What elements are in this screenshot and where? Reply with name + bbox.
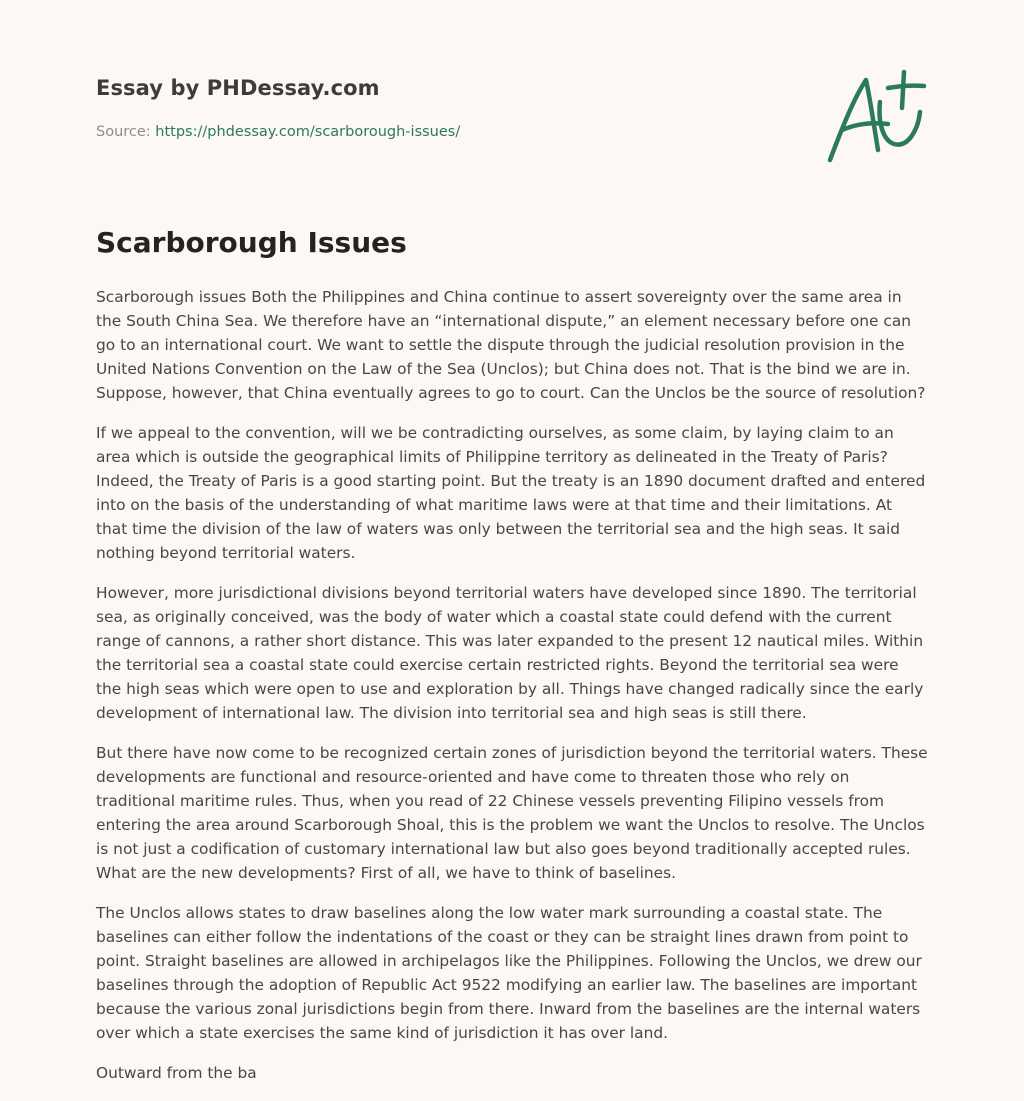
essay-paragraph: If we appeal to the convention, will we be contradicting ourselves, as some claim, by laying claim to an area which is outside the geographical limits of Philippine territory as delineated in the Treaty of Paris? Indeed, the Treaty of Paris is a good starting point. But the treaty is an 1890 document drafted and entered into on the basis of the understanding of what maritime laws were at that time and their limitations. At that time the division of the law of waters was only between the territorial sea and the high seas. It said nothing beyond territorial waters.	[96, 424, 926, 562]
source-line	[96, 124, 460, 140]
essay-title: Scarborough Issues	[96, 226, 407, 259]
essay-paragraph: The Unclos allows states to draw baselines along the low water mark surrounding a coastal state. The baselines can either follow the indentations of the coast or they can be straight lines drawn from point to point. Straight baselines are allowed in archipelagos like the Philippines. Following the Unclos, we drew our baselines through the adoption of Republic Act 9522 modifying an earlier law. The baselines are important because the various zonal jurisdictions begin from there. Inward from the baselines are the internal waters over which a state exercises the same kind of jurisdiction it has over land.	[96, 904, 922, 1042]
a-plus-icon	[822, 68, 932, 168]
essay-paragraph: Outward from the ba	[96, 1064, 257, 1082]
source-link[interactable]: https://phdessay.com/scarborough-issues/	[155, 124, 461, 140]
essay-paragraph: But there have now come to be recognized certain zones of jurisdiction beyond the territorial waters. These developments are functional and resource-oriented and have come to threaten those who rely on traditional maritime rules. Thus, when you read of 22 Chinese vessels preventing Filipino vessels from entering the area around Scarborough Shoal, this is the problem we want the Unclos to resolve. The Unclos is not just a codification of customary international law but also goes beyond traditionally accepted rules. What are the new developments? First of all, we have to think of baselines.	[96, 744, 928, 882]
essay-body	[96, 285, 928, 1101]
essay-paragraph: Scarborough issues Both the Philippines and China continue to assert sovereignty over the same area in the South China Sea. We therefore have an “international dispute,” an element necessary before one can go to an international court. We want to settle the dispute through the judicial resolution provision in the United Nations Convention on the Law of the Sea (Unclos); but China does not. That is the bind we are in. Suppose, however, that China eventually agrees to go to court. Can the Unclos be the source of resolution?	[96, 288, 926, 402]
brand-title: Essay by PHDessay.com	[96, 76, 380, 100]
source-label: Source:	[96, 124, 151, 140]
essay-paragraph: However, more jurisdictional divisions beyond territorial waters have developed since 1890. The territorial sea, as originally conceived, was the body of water which a coastal state could defend with the current range of cannons, a rather short distance. This was later expanded to the present 12 nautical miles. Within the territorial sea a coastal state could exercise certain restricted rights. Beyond the territorial sea were the high seas which were open to use and exploration by all. Things have changed radically since the early development of international law. The division into territorial sea and high seas is still there.	[96, 584, 924, 722]
